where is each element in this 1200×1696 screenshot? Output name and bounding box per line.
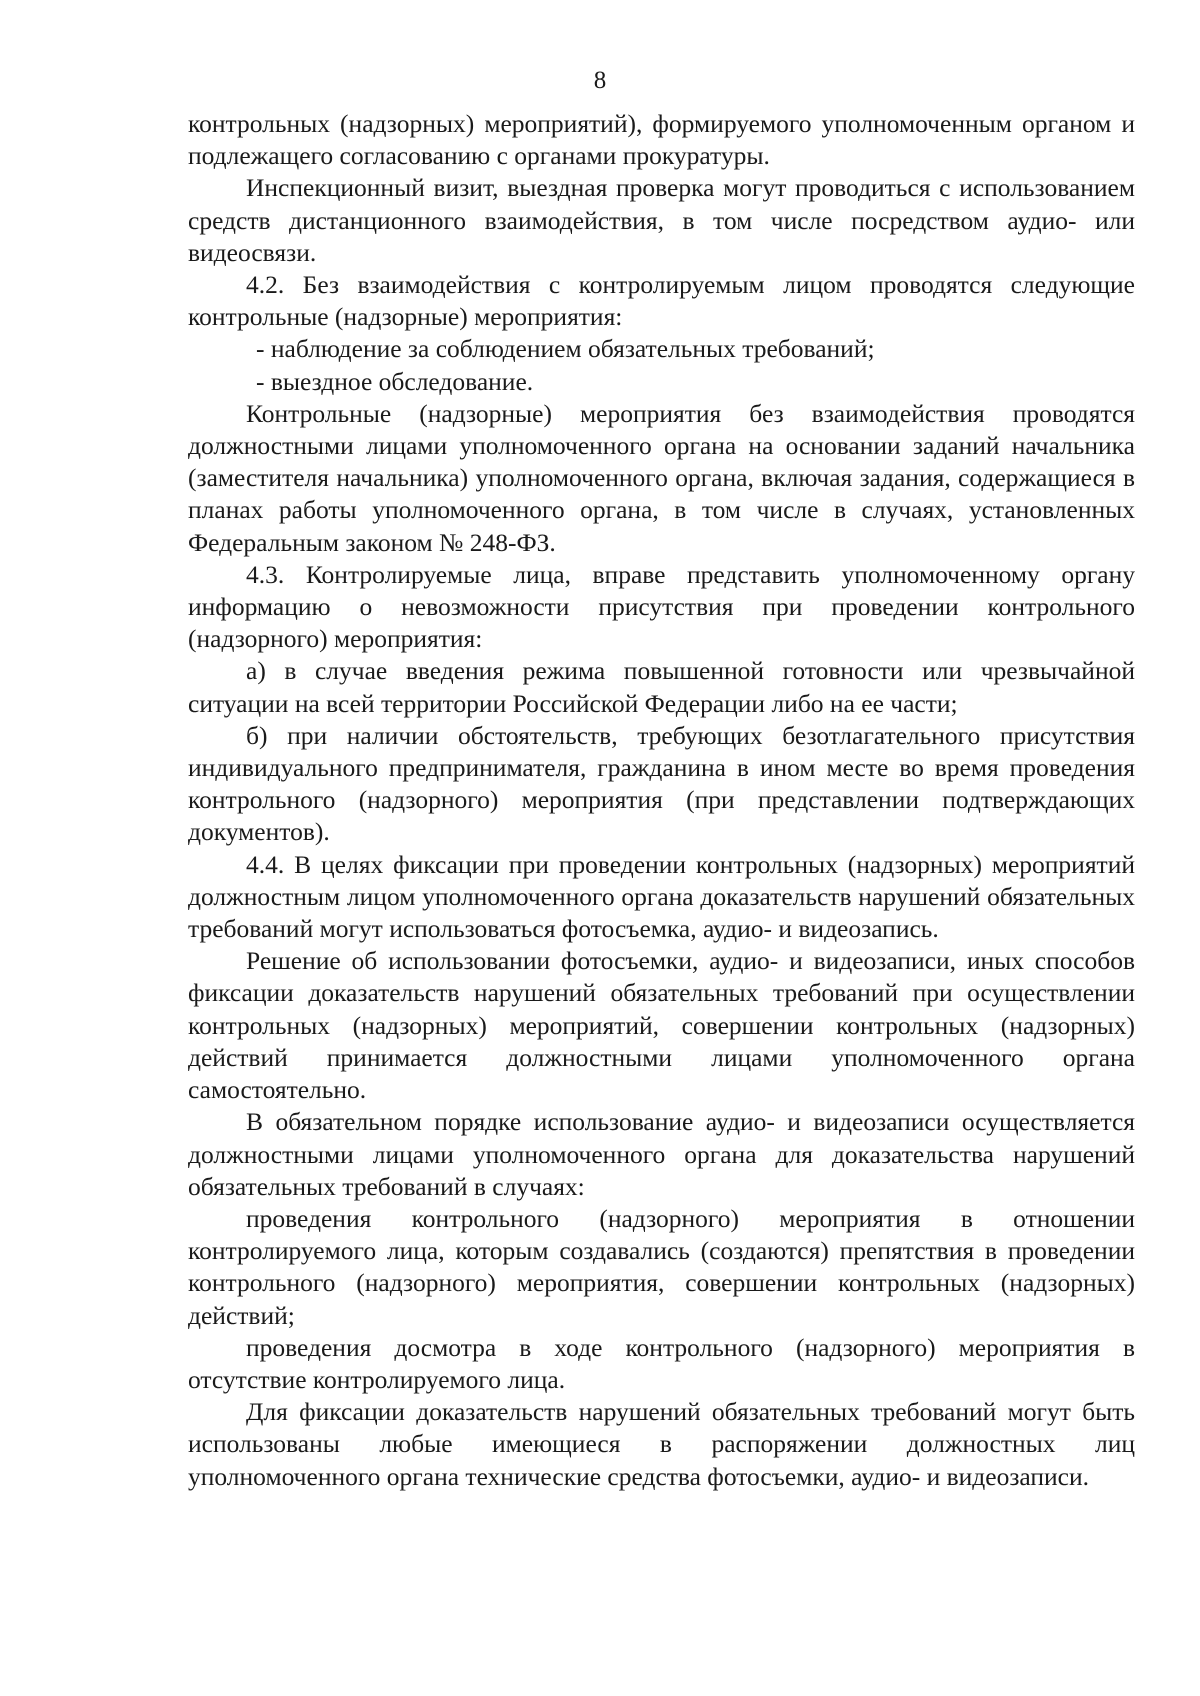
paragraph: 4.2. Без взаимодействия с контролируемым лицом проводятся следующие контрольные (надзорные) мероприятия: bbox=[188, 270, 1135, 332]
paragraph: б) при наличии обстоятельств, требующих безотлагательного присутствия индивидуального предпринимателя, гражданина в ином месте во время проведения контрольного (надзорного) мероприятия (при представлении подтверждающих документов). bbox=[188, 720, 1135, 847]
list-item: - выездное обследование. bbox=[256, 366, 534, 396]
paragraph: 4.3. Контролируемые лица, вправе представить уполномоченному органу информацию о невозможности присутствия при проведении контрольного (надзорного) мероприятия: bbox=[188, 559, 1135, 654]
list-item: - наблюдение за соблюдением обязательных требований; bbox=[256, 334, 875, 364]
paragraph: проведения досмотра в ходе контрольного (надзорного) мероприятия в отсутствие контролируемого лица. bbox=[188, 1332, 1135, 1394]
paragraph: Инспекционный визит, выездная проверка могут проводиться с использованием средств дистанционного взаимодействия, в том числе посредством аудио- или видеосвязи. bbox=[188, 173, 1135, 267]
paragraph: контрольных (надзорных) мероприятий), формируемого уполномоченным органом и подлежащего согласованию с органами прокуратуры. bbox=[188, 109, 1135, 171]
paragraph: 4.4. В целях фиксации при проведении контрольных (надзорных) мероприятий должностным лицом уполномоченного органа доказательств нарушений обязательных требований могут использоваться фотосъемка, аудио- и видеозапись. bbox=[188, 849, 1135, 944]
document-body bbox=[188, 108, 1135, 1493]
paragraph: проведения контрольного (надзорного) мероприятия в отношении контролируемого лица, которым создавались (создаются) препятствия в проведении контрольного (надзорного) мероприятия, совершении контрольных (надзорных) действий; bbox=[188, 1203, 1135, 1330]
paragraph: Решение об использовании фотосъемки, аудио- и видеозаписи, иных способов фиксации доказательств нарушений обязательных требований при осуществлении контрольных (надзорных) мероприятий, совершении контрольных (надзорных) действий принимается должностными лицами уполномоченного органа самостоятельно. bbox=[188, 946, 1135, 1105]
paragraph: Контрольные (надзорные) мероприятия без взаимодействия проводятся должностными лицами уполномоченного органа на основании заданий начальника (заместителя начальника) уполномоченного органа, включая задания, содержащиеся в планах работы уполномоченного органа, в том числе в случаях, установленных Федеральным законом № 248-ФЗ. bbox=[188, 398, 1135, 557]
paragraph: В обязательном порядке использование аудио- и видеозаписи осуществляется должностными лицами уполномоченного органа для доказательства нарушений обязательных требований в случаях: bbox=[188, 1107, 1135, 1201]
page-number: 8 bbox=[593, 67, 607, 94]
paragraph: а) в случае введения режима повышенной готовности или чрезвычайной ситуации на всей территории Российской Федерации либо на ее части; bbox=[188, 656, 1135, 718]
paragraph: Для фиксации доказательств нарушений обязательных требований могут быть использованы любые имеющиеся в распоряжении должностных лиц уполномоченного органа технические средства фотосъемки, аудио- и видеозаписи. bbox=[188, 1397, 1135, 1491]
